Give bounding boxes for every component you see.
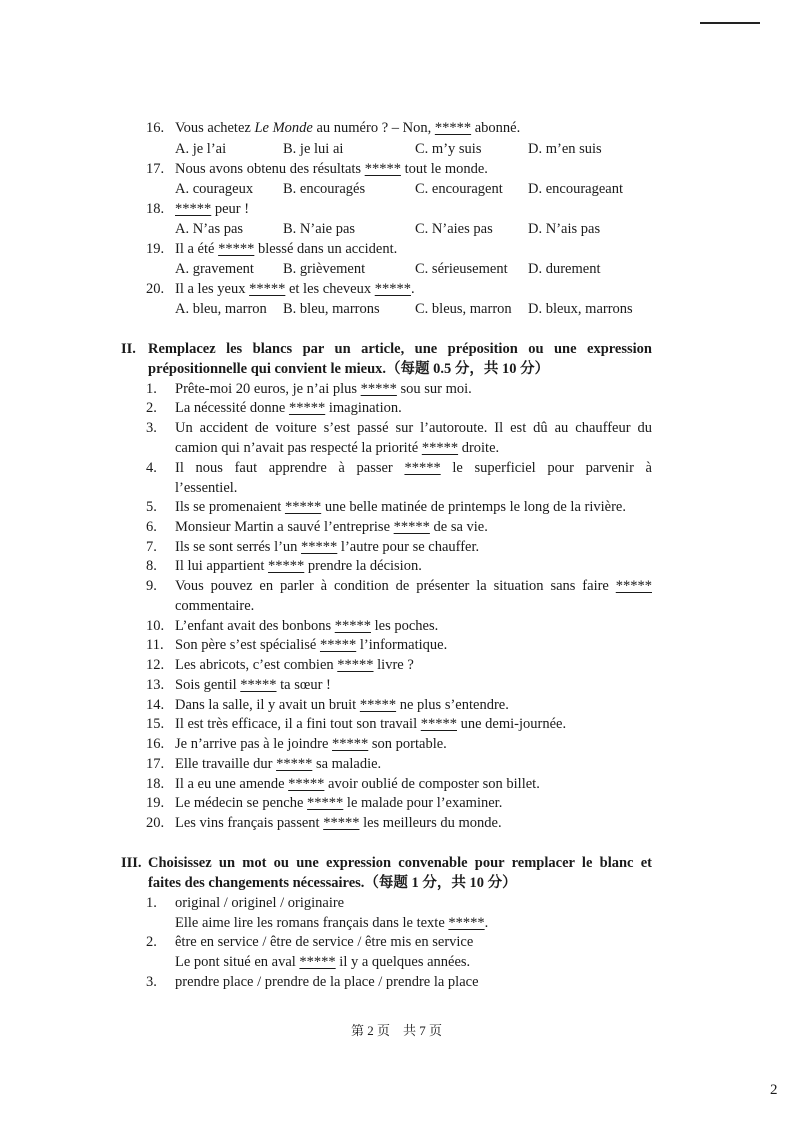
option-c[interactable]: C. encouragent: [415, 181, 503, 197]
option-a[interactable]: A. bleu, marron: [175, 301, 267, 317]
exam-page: 16. Vous achetez Le Monde au numéro ? – Non, ***** abonné. A. je l’ai B. je lui ai C. m’y suis D. m’en suis 17. Nous avons obtenu des résultats ***** tout le monde. A. courageux B. encouragés C. encouragent D. encourageant 18. ***** peur ! A. N’as pas B. N’aie pas C. N’aies pas D. N’ais pas 19. Il a été ***** blessé dans un accident. A. gravement B. grièvement C. sérieusement D. durement 20. Il a les yeux ***** et les cheveux *****. A. bleu, marron B. bleu, marrons C. bleus, marron D. bleux, marrons II. Remplacez les blancs par un article, une préposition ou une expression prépositionnelle qui convient le mieux.（每题 0.5 分，共 10 分） 1. Prête-moi 20 euros, je n’ai plus ***** sou sur moi. 2. La nécessité donne ***** imagination. 3. Un accident de voiture s’est passé sur l’autoroute. Il est dû au chauffeur du camion qui n’avait pas respecté la priorité ***** droite. 4. Il nous faut apprendre à passer ***** le superficiel pour parvenir à l’essentiel. 5. Ils se promenaient ***** une belle matinée de printemps le long de la rivière. 6. Monsieur Martin a sauvé l’entreprise ***** de sa vie. 7. Ils se sont serrés l’un ***** l’autre pour se chauffer. 8. Il lui appartient ***** prendre la décision. 9. Vous pouvez en parler à condition de présenter la situation sans faire ***** commentaire. 10. L’enfant avait des bonbons ***** les poches. 11. Son père s’est spécialisé ***** l’informatique. 12. Les abricots, c’est combien ***** livre ? 13. Sois gentil ***** ta sœur ! 14. Dans la salle, il y avait un bruit ***** ne plus s’entendre. 15. Il est très efficace, il a fini tout son travail ***** une demi-journée. 16. Je n’arrive pas à le joindre ***** son portable. 17. Elle travaille dur ***** sa maladie. 18. Il a eu une amende ***** avoir oublié de composter son billet. 19. Le médecin se penche ***** le malade pour l’examiner. 20. Les vins français passent ***** les meilleurs du monde. III. Choisissez un mot ou une expression convenable pour remplacer le blanc et faites des changements nécessaires.（每题 1 分，共 10 分） 1. original / originel / originaire Elle aime lire les romans français dans le texte *****. 2. être en service / être de service / être mis en service Le pont situé en aval ***** il y a quelques années. 3. prendre place / prendre de la place / prendre la place 第 2 页 共 7 页 2: [0, 0, 793, 1122]
answer-blank[interactable]: *****: [360, 381, 397, 397]
option-d[interactable]: D. N’ais pas: [528, 221, 601, 237]
section-3-numeral: III.: [121, 855, 142, 871]
answer-blank[interactable]: *****: [374, 281, 411, 297]
s3-item-2-choices: être en service / être de service / être mis en service: [175, 934, 474, 950]
answer-blank[interactable]: *****: [359, 697, 397, 713]
page-footer: 第 2 页 共 7 页: [350, 1023, 442, 1038]
section-2-numeral: II.: [121, 341, 136, 357]
answer-blank[interactable]: *****: [332, 736, 369, 752]
answer-blank[interactable]: *****: [301, 539, 338, 555]
answer-blank[interactable]: *****: [615, 578, 652, 594]
option-c[interactable]: C. m’y suis: [415, 141, 482, 157]
option-c[interactable]: C. N’aies pas: [415, 221, 493, 237]
answer-blank[interactable]: *****: [276, 756, 313, 772]
answer-blank[interactable]: *****: [319, 637, 357, 653]
answer-blank[interactable]: *****: [337, 657, 374, 673]
option-c[interactable]: C. bleus, marron: [415, 301, 512, 317]
option-b[interactable]: B. grièvement: [283, 261, 366, 277]
answer-blank[interactable]: *****: [218, 241, 255, 257]
answer-blank[interactable]: *****: [364, 161, 401, 177]
answer-blank[interactable]: *****: [323, 815, 360, 831]
section-3-title-line2: faites des changements nécessaires.（每题 1 分，共 10 分）: [148, 875, 517, 891]
section-3-title-line1: Choisissez un mot ou une expression convenable pour remplacer le blanc et: [148, 855, 652, 871]
answer-blank[interactable]: *****: [288, 400, 326, 416]
option-b[interactable]: B. bleu, marrons: [283, 301, 380, 317]
option-c[interactable]: C. sérieusement: [415, 261, 508, 277]
answer-blank[interactable]: *****: [393, 519, 430, 535]
answer-blank[interactable]: *****: [240, 677, 277, 693]
answer-blank[interactable]: *****: [420, 716, 457, 732]
option-d[interactable]: D. m’en suis: [528, 141, 602, 157]
option-b[interactable]: B. N’aie pas: [283, 221, 356, 237]
option-d[interactable]: D. durement: [528, 261, 601, 277]
option-d[interactable]: D. encourageant: [528, 181, 624, 197]
option-b[interactable]: B. encouragés: [283, 181, 366, 197]
s3-item-3-choices: prendre place / prendre de la place / prendre la place: [175, 974, 479, 990]
option-a[interactable]: A. gravement: [175, 261, 254, 277]
top-rule: [700, 22, 760, 24]
answer-blank[interactable]: *****: [288, 776, 325, 792]
section-2-title-line1: Remplacez les blancs par un article, une préposition ou une expression: [148, 341, 652, 357]
answer-blank[interactable]: *****: [299, 954, 336, 970]
answer-blank[interactable]: *****: [421, 440, 459, 456]
answer-blank[interactable]: *****: [434, 120, 472, 136]
answer-blank[interactable]: *****: [404, 460, 441, 476]
option-a[interactable]: A. courageux: [175, 181, 254, 197]
answer-blank[interactable]: *****: [268, 558, 305, 574]
option-a[interactable]: A. N’as pas: [175, 221, 244, 237]
option-a[interactable]: A. je l’ai: [175, 141, 227, 157]
section-2-title-line2: prépositionnelle qui convient le mieux.（每题 0.5 分，共 10 分）: [148, 361, 550, 377]
option-d[interactable]: D. bleux, marrons: [528, 301, 633, 317]
option-b[interactable]: B. je lui ai: [283, 141, 344, 157]
answer-blank[interactable]: *****: [448, 915, 485, 931]
answer-blank[interactable]: *****: [249, 281, 286, 297]
corner-page-number: 2: [770, 1082, 778, 1098]
answer-blank[interactable]: *****: [175, 201, 212, 217]
answer-blank[interactable]: *****: [284, 499, 322, 515]
s3-item-1-choices: original / originel / originaire: [175, 895, 345, 911]
answer-blank[interactable]: *****: [334, 618, 371, 634]
answer-blank[interactable]: *****: [307, 795, 344, 811]
